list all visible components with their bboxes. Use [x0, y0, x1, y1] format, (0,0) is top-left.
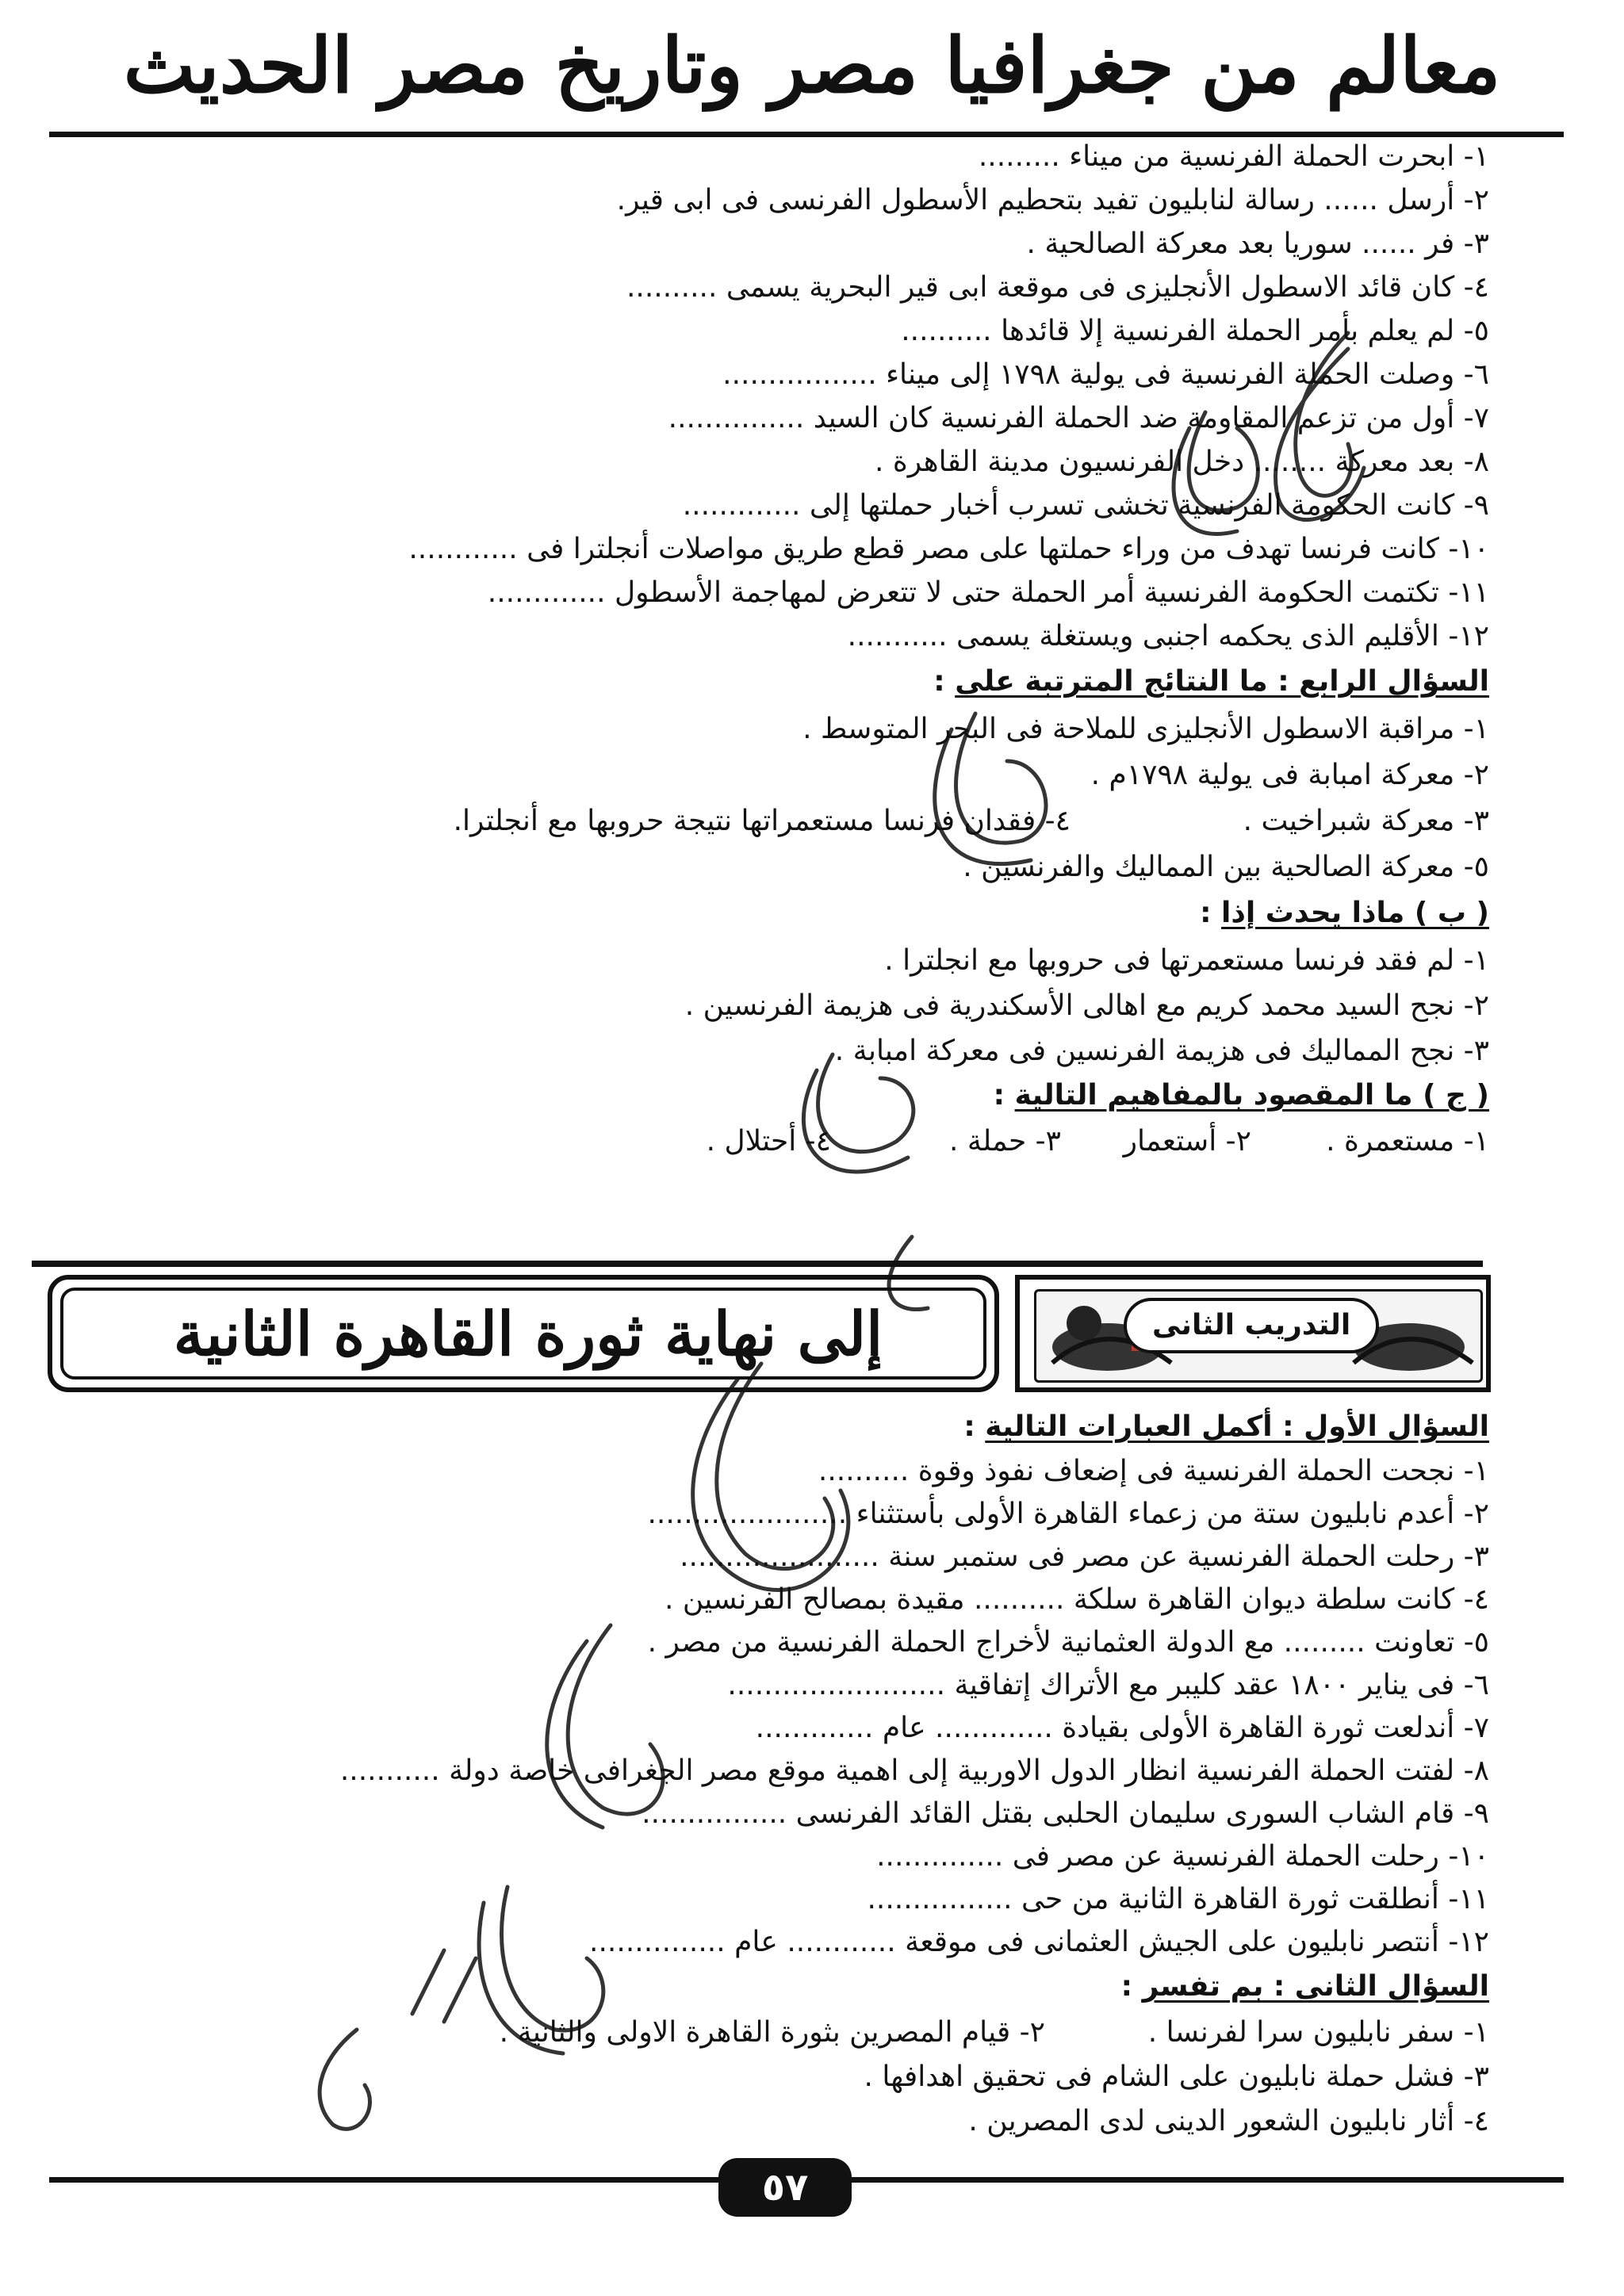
list-item: ٣- فشل حملة نابليون على الشام فى تحقيق اهدافها . [864, 2061, 1489, 2093]
list-item: ٣- معركة شبراخيت . [1243, 805, 1489, 837]
list-item: ٢- أعدم نابليون ستة من زعماء القاهرة الأولى بأستثناء ...................... [647, 1498, 1489, 1530]
list-item: ٣- رحلت الحملة الفرنسية عن مصر فى ستمبر سنة ...................... [680, 1540, 1489, 1573]
list-item: ٣- حملة . [949, 1125, 1061, 1158]
list-item: ٤- فقدان فرنسا مستعمراتها نتيجة حروبها مع أنجلترا. [453, 805, 1071, 837]
list-item: ١- نجحت الحملة الفرنسية فى إضعاف نفوذ وقوة .......... [818, 1455, 1489, 1487]
page-title: معالم من جغرافيا مصر وتاريخ مصر الحديث [123, 21, 1501, 110]
list-item: ٧- أندلعت ثورة القاهرة الأولى بقيادة ............. عام ............. [755, 1712, 1489, 1744]
list-item: ٢- قيام المصرين بثورة القاهرة الاولى والثانية . [499, 2016, 1045, 2049]
list-item: ٧- أول من تزعم المقاومة ضد الحملة الفرنسية كان السيد ............... [668, 402, 1489, 434]
list-item: ١١- تكتمت الحكومة الفرنسية أمر الحملة حتى لا تتعرض لمهاجمة الأسطول ............. [487, 576, 1489, 609]
unit-title-box [48, 1275, 999, 1392]
list-item: ١١- أنطلقت ثورة القاهرة الثانية من حى ................ [867, 1883, 1489, 1915]
list-item: ٢- نجح السيد محمد كريم مع اهالى الأسكندرية فى هزيمة الفرنسين . [684, 989, 1489, 1022]
heading-colon: : [1120, 1970, 1143, 2003]
question-heading [994, 1075, 1489, 1116]
heading-colon: : [993, 1079, 1015, 1112]
list-item: ٩- قام الشاب السورى سليمان الحلبى بقتل القائد الفرنسى ................ [642, 1797, 1489, 1830]
list-item: ٢- أرسل ...... رسالة لنابليون تفيد بتحطيم الأسطول الفرنسى فى ابى قير. [616, 184, 1489, 216]
list-item: ١- ابحرت الحملة الفرنسية من ميناء ......... [978, 140, 1489, 173]
list-item: ٦- وصلت الحملة الفرنسية فى يولية ١٧٩٨ إلى ميناء ................. [722, 358, 1489, 391]
question-heading-label: ( ب ) ماذا يحدث إذا [1221, 897, 1489, 929]
list-item: ٨- لفتت الحملة الفرنسية انظار الدول الاوربية إلى اهمية موقع مصر الجغرافى خاصة دولة ........... [339, 1755, 1489, 1787]
list-item: ٨- بعد معركة ........ دخل الفرنسيون مدينة القاهرة . [875, 446, 1489, 478]
list-item: ٥- معركة الصالحية بين المماليك والفرنسين . [963, 851, 1489, 883]
badge-label: التدريب الثانى [1124, 1298, 1379, 1353]
list-item: ٤- كانت سلطة ديوان القاهرة سلكة .......... مقيدة بمصالح الفرنسين . [664, 1583, 1489, 1616]
heading-colon: : [1200, 897, 1222, 929]
concepts-row [538, 1121, 1489, 1162]
list-item: ٣- نجح المماليك فى هزيمة الفرنسين فى معركة امبابة . [834, 1035, 1489, 1067]
list-item: ٩- كانت الحكومة الفرنسية تخشى تسرب أخبار حملتها إلى ............. [682, 489, 1489, 522]
badge-artwork [1034, 1289, 1483, 1383]
question-heading-label: السؤال الثانى : بم تفسر [1142, 1970, 1489, 2003]
list-item: ١- مراقبة الاسطول الأنجليزى للملاحة فى البحر المتوسط . [802, 713, 1489, 745]
question-heading-label: السؤال الرابع : ما النتائج المترتبة على [955, 665, 1489, 698]
question-heading-label: ( ج ) ما المقصود بالمفاهيم التالية [1014, 1079, 1489, 1112]
list-item: ٣- فر ...... سوريا بعد معركة الصالحية . [1026, 228, 1489, 260]
page-number: ٥٧ [718, 2158, 852, 2217]
list-item: ٥- تعاونت ......... مع الدولة العثمانية لأخراج الحملة الفرنسية من مصر . [647, 1626, 1489, 1659]
list-item: ٤- أحتلال . [706, 1125, 831, 1158]
list-item: ١٠- كانت فرنسا تهدف من وراء حملتها على مصر قطع طريق مواصلات أنجلترا فى ............ [408, 533, 1489, 565]
training-badge [1015, 1275, 1491, 1392]
question-heading [1121, 1966, 1489, 2007]
list-item: ٢- أستعمار [1123, 1125, 1251, 1158]
question-heading [933, 661, 1489, 702]
question-heading-label: السؤال الأول : أكمل العبارات التالية [985, 1410, 1489, 1443]
list-item: ٤- كان قائد الاسطول الأنجليزى فى موقعة ابى قير البحرية يسمى .......... [626, 271, 1489, 304]
list-item: ٢- معركة امبابة فى يولية ١٧٩٨م . [1090, 759, 1489, 791]
list-item: ١٢- الأقليم الذى يحكمه اجنبى ويستغلة يسمى ........... [847, 620, 1489, 652]
banner-rule [32, 1261, 1483, 1267]
unit-banner [32, 1267, 1491, 1400]
list-item: ١- لم فقد فرنسا مستعمرتها فى حروبها مع انجلترا . [884, 944, 1489, 977]
list-item: ٤- أثار نابليون الشعور الدينى لدى المصرين . [968, 2105, 1489, 2137]
list-item: ٥- لم يعلم بأمر الحملة الفرنسية إلا قائدها .......... [901, 315, 1489, 347]
question-heading [963, 1406, 1489, 1448]
list-item: ١٠- رحلت الحملة الفرنسية عن مصر فى .............. [876, 1840, 1489, 1873]
list-row [94, 2012, 1489, 2053]
unit-title: إلى نهاية ثورة القاهرة الثانية [173, 1299, 883, 1369]
list-item: ١- سفر نابليون سرا لفرنسا . [1147, 2016, 1489, 2049]
heading-colon: : [963, 1410, 986, 1443]
list-row [94, 801, 1489, 842]
list-item: ٦- فى يناير ١٨٠٠ عقد كليبر مع الأتراك إتفاقية ........................ [727, 1669, 1489, 1701]
heading-colon: : [933, 665, 956, 698]
question-heading [1200, 893, 1489, 934]
list-item: ١٢- أنتصر نابليون على الجيش العثمانى فى موقعة ............ عام ............... [589, 1926, 1489, 1958]
list-item: ١- مستعمرة . [1326, 1125, 1489, 1158]
